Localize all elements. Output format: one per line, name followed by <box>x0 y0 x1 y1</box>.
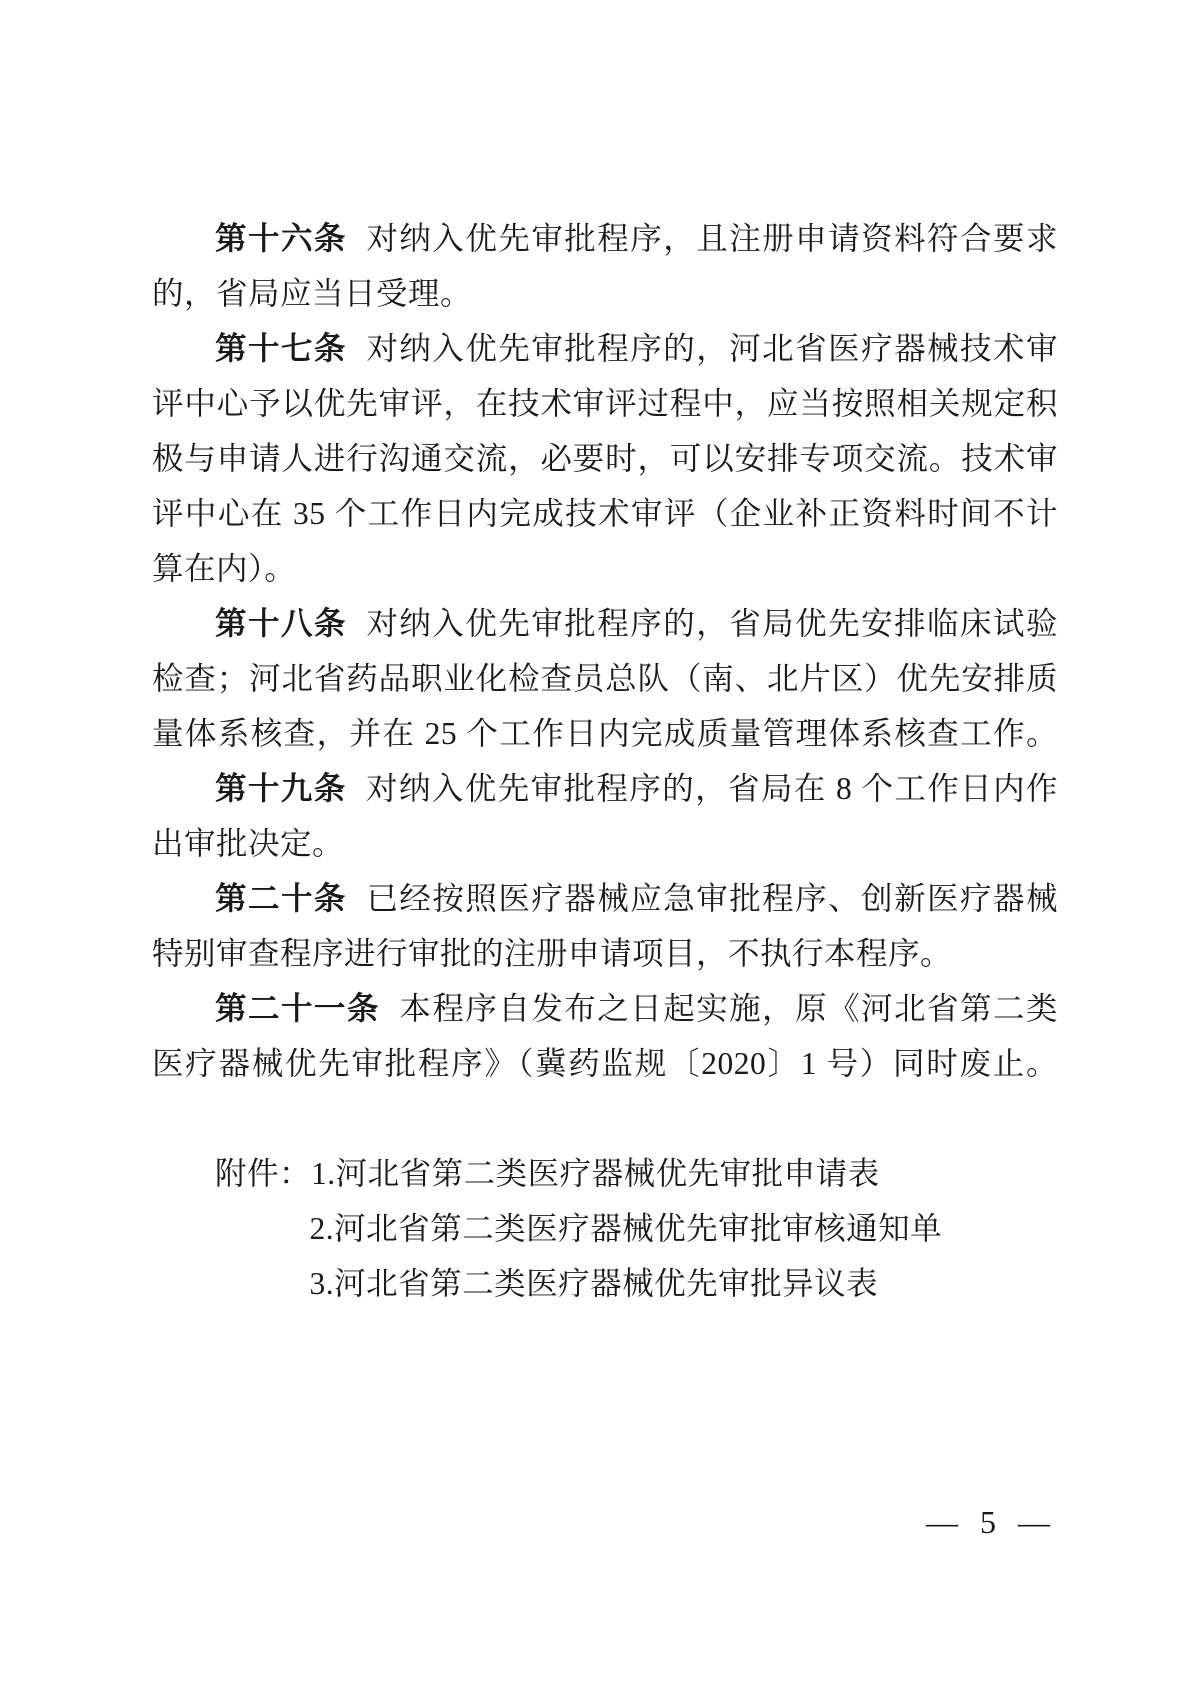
text-run: 已经按照医疗器械应急审批程序、创新医疗器械 <box>366 881 1058 916</box>
article-16 <box>152 211 1058 321</box>
text-line <box>152 211 1058 266</box>
attachment-item: 3.河北省第二类医疗器械优先审批异议表 <box>309 1266 879 1301</box>
text-line: 评中心予以优先审评，在技术审评过程中，应当按照相关规定积 <box>152 386 1058 421</box>
text-line: 检查；河北省药品职业化检查员总队（南、北片区）优先安排质 <box>152 661 1058 696</box>
article-17-number: 第十七条 <box>215 330 347 366</box>
text-line <box>152 596 1058 651</box>
attachments-list <box>152 1146 1058 1311</box>
text-run: 对纳入优先审批程序，且注册申请资料符合要求 <box>366 221 1058 256</box>
text-line: 医疗器械优先审批程序》（冀药监规〔2020〕1 号）同时废止。 <box>152 1046 1058 1081</box>
text-line: 的，省局应当日受理。 <box>152 276 473 311</box>
page-number: — 5 — <box>926 1504 1050 1540</box>
article-16-number: 第十六条 <box>215 220 347 256</box>
text-line <box>152 321 1058 376</box>
article-18 <box>152 596 1058 761</box>
text-line <box>152 871 1058 926</box>
text-run: 对纳入优先审批程序的，省局在 8 个工作日内作 <box>366 771 1058 806</box>
attachment-item <box>152 1146 1058 1201</box>
article-20 <box>152 871 1058 981</box>
text-line: 出审批决定。 <box>152 826 345 861</box>
text-line <box>152 981 1058 1036</box>
text-line: 极与申请人进行沟通交流，必要时，可以安排专项交流。技术审 <box>152 441 1058 476</box>
article-19 <box>152 761 1058 871</box>
text-run: 对纳入优先审批程序的，省局优先安排临床试验 <box>366 606 1058 641</box>
text-line: 特别审查程序进行审批的注册申请项目，不执行本程序。 <box>152 936 953 971</box>
article-20-number: 第二十条 <box>215 880 347 916</box>
text-line: 算在内）。 <box>152 551 297 586</box>
text-run: 本程序自发布之日起实施，原《河北省第二类 <box>399 991 1058 1026</box>
document-body <box>152 211 1058 1311</box>
article-21-number: 第二十一条 <box>215 990 380 1026</box>
text-line: 量体系核查，并在 25 个工作日内完成质量管理体系核查工作。 <box>152 716 1058 751</box>
attachments-label: 附件： <box>215 1156 312 1191</box>
article-19-number: 第十九条 <box>215 770 347 806</box>
text-line <box>152 761 1058 816</box>
text-line: 评中心在 35 个工作日内完成技术审评（企业补正资料时间不计 <box>152 496 1058 531</box>
article-17 <box>152 321 1058 596</box>
text-run: 对纳入优先审批程序的，河北省医疗器械技术审 <box>366 331 1058 366</box>
article-21 <box>152 981 1058 1091</box>
attachment-title: 1.河北省第二类医疗器械优先审批申请表 <box>311 1156 880 1191</box>
attachment-item: 2.河北省第二类医疗器械优先审批审核通知单 <box>309 1211 943 1246</box>
article-18-number: 第十八条 <box>215 605 347 641</box>
